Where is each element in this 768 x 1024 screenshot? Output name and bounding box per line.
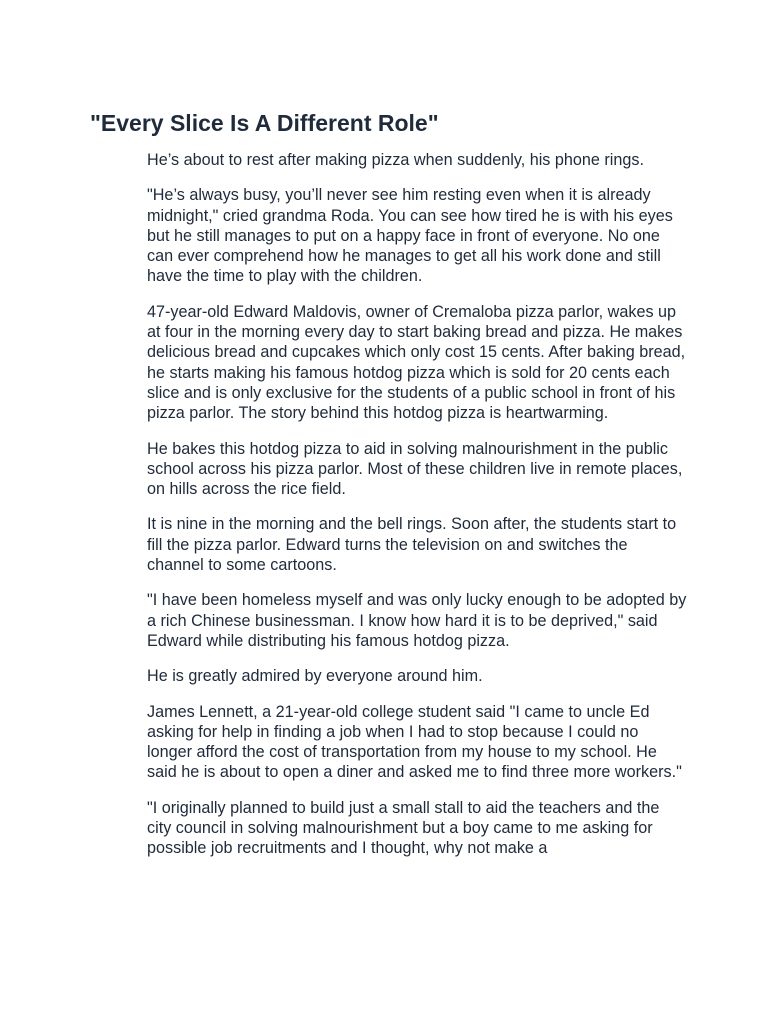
paragraph: He is greatly admired by everyone around him. bbox=[147, 667, 483, 686]
paragraph: He bakes this hotdog pizza to aid in solving malnourishment in the public school across his pizza parlor. Most of these children live in remote places, on hills across the rice field. bbox=[147, 439, 683, 499]
paragraph: "I originally planned to build just a small stall to aid the teachers and the city council in solving malnourishment but a boy came to me asking for possible job recruitments and I thought, why not make a bbox=[147, 798, 660, 858]
paragraph: It is nine in the morning and the bell rings. Soon after, the students start to fill the pizza parlor. Edward turns the television on and switches the channel to some cartoons. bbox=[147, 515, 677, 575]
paragraph: He’s about to rest after making pizza when suddenly, his phone rings. bbox=[147, 151, 644, 169]
article-title: "Every Slice Is A Different Role" bbox=[90, 110, 439, 136]
paragraph: "He’s always busy, you’ll never see him resting even when it is already midnight," cried grandma Roda. You can see how tired he is with his eyes but he still manages to put on a happy face in front of everyone. No one can ever comprehend how he manages to get all his work done and still have the time to play with the children. bbox=[147, 186, 673, 286]
article-body bbox=[147, 150, 687, 874]
paragraph: James Lennett, a 21-year-old college student said "I came to uncle Ed asking for help in finding a job when I had to stop because I could no longer afford the cost of transportation from my house to my school. He said he is about to open a diner and asked me to find three more workers." bbox=[147, 702, 682, 782]
paragraph: 47-year-old Edward Maldovis, owner of Cremaloba pizza parlor, wakes up at four in the morning every day to start baking bread and pizza. He makes delicious bread and cupcakes which only cost 15 cents. After baking bread, he starts making his famous hotdog pizza which is sold for 20 cents each slice and is only exclusive for the students of a public school in front of his pizza parlor. The story behind this hotdog pizza is heartwarming. bbox=[147, 302, 686, 423]
paragraph: "I have been homeless myself and was only lucky enough to be adopted by a rich Chinese businessman. I know how hard it is to be deprived," said Edward while distributing his famous hotdog pizza. bbox=[147, 591, 687, 650]
